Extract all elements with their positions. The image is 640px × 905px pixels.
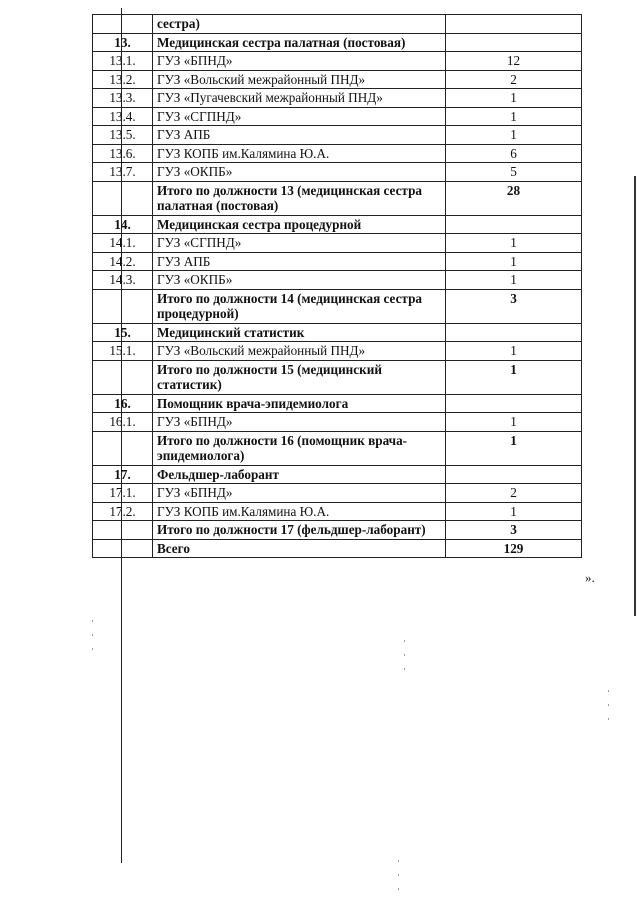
row-value: 2 xyxy=(446,70,582,89)
row-name: сестра) xyxy=(153,15,446,34)
row-number: 14.2. xyxy=(93,252,153,271)
row-name: ГУЗ АПБ xyxy=(153,126,446,145)
row-number: 15. xyxy=(93,323,153,342)
row-number: 13.7. xyxy=(93,163,153,182)
row-number: 14.3. xyxy=(93,271,153,290)
section-row xyxy=(93,394,582,413)
table-row xyxy=(93,126,582,145)
table-row xyxy=(93,484,582,503)
table-row xyxy=(93,342,582,361)
row-value: 1 xyxy=(446,360,582,394)
row-number xyxy=(93,431,153,465)
row-number: 14. xyxy=(93,215,153,234)
table-row xyxy=(93,52,582,71)
row-name: ГУЗ «ОКПБ» xyxy=(153,271,446,290)
row-name: ГУЗ «Вольский межрайонный ПНД» xyxy=(153,70,446,89)
table-row xyxy=(93,234,582,253)
table-row xyxy=(93,163,582,182)
row-name: ГУЗ КОПБ им.Калямина Ю.А. xyxy=(153,144,446,163)
grand-total-row xyxy=(93,539,582,558)
staffing-table-body xyxy=(93,15,582,558)
row-value: 3 xyxy=(446,289,582,323)
row-value: 3 xyxy=(446,521,582,540)
row-name: Помощник врача-эпидемиолога xyxy=(153,394,446,413)
row-number: 13.1. xyxy=(93,52,153,71)
row-number xyxy=(93,539,153,558)
row-number: 13.6. xyxy=(93,144,153,163)
row-value: 1 xyxy=(446,271,582,290)
total-row xyxy=(93,431,582,465)
row-value: 1 xyxy=(446,413,582,432)
table-row xyxy=(93,107,582,126)
row-number: 17. xyxy=(93,465,153,484)
section-row xyxy=(93,215,582,234)
row-name: Медицинский статистик xyxy=(153,323,446,342)
scan-noise xyxy=(398,860,399,890)
row-value xyxy=(446,215,582,234)
row-value xyxy=(446,465,582,484)
row-value: 5 xyxy=(446,163,582,182)
row-value: 1 xyxy=(446,234,582,253)
row-name: ГУЗ «БПНД» xyxy=(153,413,446,432)
row-value: 1 xyxy=(446,89,582,108)
row-name: Итого по должности 17 (фельдшер-лаборант) xyxy=(153,521,446,540)
total-row xyxy=(93,289,582,323)
row-name: ГУЗ «СГПНД» xyxy=(153,234,446,253)
table-row xyxy=(93,15,582,34)
row-name: Итого по должности 15 (медицинский статистик) xyxy=(153,360,446,394)
row-value: 6 xyxy=(446,144,582,163)
row-value: 1 xyxy=(446,342,582,361)
row-name: ГУЗ «БПНД» xyxy=(153,484,446,503)
row-number: 14.1. xyxy=(93,234,153,253)
row-name: ГУЗ «СГПНД» xyxy=(153,107,446,126)
row-number xyxy=(93,15,153,34)
table-row xyxy=(93,502,582,521)
row-value: 1 xyxy=(446,431,582,465)
scan-noise xyxy=(92,620,93,660)
row-value: 1 xyxy=(446,502,582,521)
row-name: Медицинская сестра палатная (постовая) xyxy=(153,33,446,52)
table-row xyxy=(93,252,582,271)
row-number: 13.4. xyxy=(93,107,153,126)
row-number: 16. xyxy=(93,394,153,413)
row-value xyxy=(446,394,582,413)
row-name: Итого по должности 13 (медицинская сестра палатная (постовая) xyxy=(153,181,446,215)
scan-noise xyxy=(404,640,405,670)
closing-quote-mark: ». xyxy=(585,570,595,585)
row-number: 17.2. xyxy=(93,502,153,521)
row-number: 13.3. xyxy=(93,89,153,108)
row-name: ГУЗ «Пугачевский межрайонный ПНД» xyxy=(153,89,446,108)
total-row xyxy=(93,181,582,215)
section-row xyxy=(93,465,582,484)
table-row xyxy=(93,144,582,163)
scan-noise xyxy=(608,690,609,720)
row-value: 1 xyxy=(446,107,582,126)
row-name: Итого по должности 14 (медицинская сестра процедурной) xyxy=(153,289,446,323)
row-name: Медицинская сестра процедурной xyxy=(153,215,446,234)
table-row xyxy=(93,89,582,108)
row-number xyxy=(93,521,153,540)
row-name: ГУЗ «ОКПБ» xyxy=(153,163,446,182)
row-value xyxy=(446,323,582,342)
row-number xyxy=(93,289,153,323)
row-name: Итого по должности 16 (помощник врача-эпидемиолога) xyxy=(153,431,446,465)
row-value: 2 xyxy=(446,484,582,503)
row-number: 17.1. xyxy=(93,484,153,503)
row-number xyxy=(93,360,153,394)
section-row xyxy=(93,33,582,52)
row-number xyxy=(93,181,153,215)
row-name: Фельдшер-лаборант xyxy=(153,465,446,484)
row-value: 1 xyxy=(446,252,582,271)
table-row xyxy=(93,271,582,290)
row-number: 15.1. xyxy=(93,342,153,361)
row-value: 129 xyxy=(446,539,582,558)
scan-edge-mark xyxy=(634,176,636,616)
row-name: ГУЗ «БПНД» xyxy=(153,52,446,71)
row-number: 13.5. xyxy=(93,126,153,145)
row-value xyxy=(446,33,582,52)
table-row xyxy=(93,70,582,89)
staffing-table xyxy=(92,14,582,558)
row-number: 16.1. xyxy=(93,413,153,432)
total-row xyxy=(93,360,582,394)
row-value xyxy=(446,15,582,34)
row-number: 13.2. xyxy=(93,70,153,89)
row-name: Всего xyxy=(153,539,446,558)
row-name: ГУЗ АПБ xyxy=(153,252,446,271)
row-name: ГУЗ КОПБ им.Калямина Ю.А. xyxy=(153,502,446,521)
total-row xyxy=(93,521,582,540)
table-row xyxy=(93,413,582,432)
row-value: 1 xyxy=(446,126,582,145)
row-name: ГУЗ «Вольский межрайонный ПНД» xyxy=(153,342,446,361)
section-row xyxy=(93,323,582,342)
row-value: 12 xyxy=(446,52,582,71)
row-value: 28 xyxy=(446,181,582,215)
row-number: 13. xyxy=(93,33,153,52)
